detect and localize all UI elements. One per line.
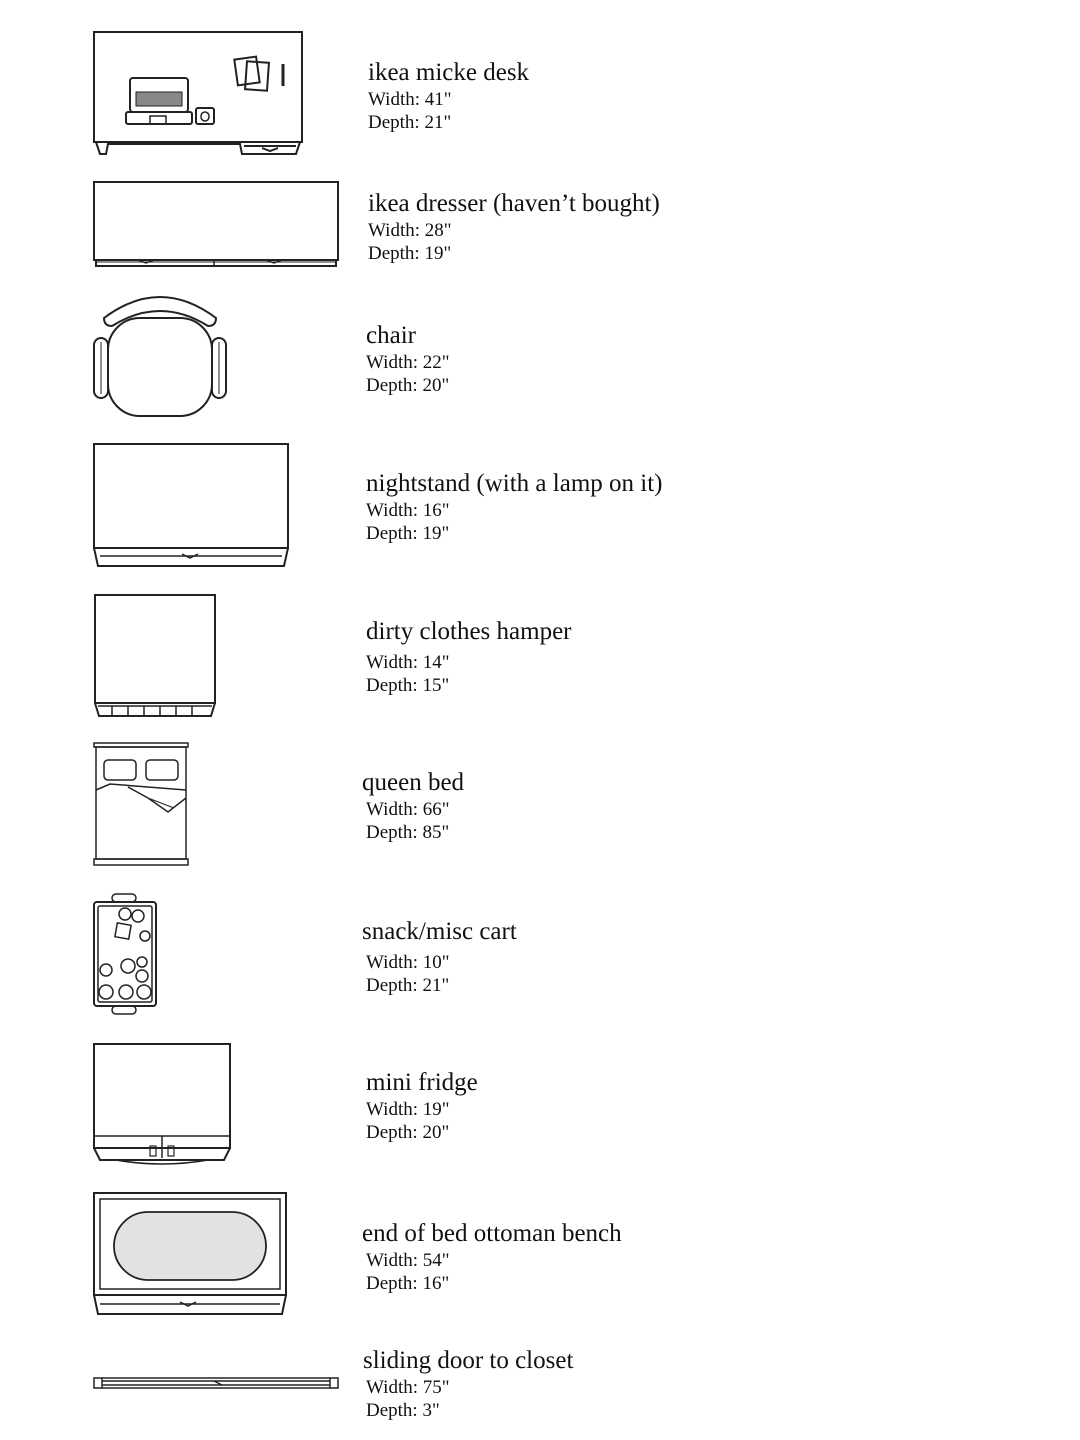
- item-width: Width: 28": [368, 220, 452, 241]
- item-name: ikea micke desk: [368, 59, 530, 86]
- item-depth: Depth: 19": [366, 523, 450, 544]
- item-name: snack/misc cart: [362, 918, 517, 945]
- item-name: chair: [366, 322, 416, 349]
- item-depth: Depth: 16": [366, 1273, 450, 1294]
- item-width: Width: 16": [366, 500, 450, 521]
- item-depth: Depth: 20": [366, 375, 450, 396]
- item-depth: Depth: 15": [366, 675, 450, 696]
- item-width: Width: 75": [366, 1377, 450, 1398]
- item-width: Width: 54": [366, 1250, 450, 1271]
- item-name: ikea dresser (haven’t bought): [368, 190, 660, 217]
- item-width: Width: 41": [368, 89, 452, 110]
- item-depth: Depth: 21": [368, 112, 452, 133]
- item-name: nightstand (with a lamp on it): [366, 470, 663, 497]
- hamper-icon: [95, 595, 215, 716]
- chair-icon: [94, 297, 226, 416]
- item-width: Width: 66": [366, 799, 450, 820]
- cart-icon: [94, 894, 156, 1014]
- bed-icon: [94, 743, 188, 865]
- item-name: sliding door to closet: [363, 1347, 574, 1374]
- nightstand-icon: [94, 444, 288, 566]
- desk-icon: [94, 32, 302, 154]
- item-width: Width: 10": [366, 952, 450, 973]
- item-name: mini fridge: [366, 1069, 478, 1096]
- item-depth: Depth: 3": [366, 1400, 440, 1421]
- dresser-icon: [94, 182, 338, 266]
- item-width: Width: 22": [366, 352, 450, 373]
- sliding-door-icon: [94, 1378, 338, 1388]
- item-depth: Depth: 20": [366, 1122, 450, 1143]
- item-name: end of bed ottoman bench: [362, 1220, 622, 1247]
- item-name: dirty clothes hamper: [366, 618, 572, 645]
- item-width: Width: 14": [366, 652, 450, 673]
- fridge-icon: [94, 1044, 230, 1164]
- item-depth: Depth: 21": [366, 975, 450, 996]
- ottoman-icon: [94, 1193, 286, 1314]
- item-name: queen bed: [362, 769, 465, 796]
- item-width: Width: 19": [366, 1099, 450, 1120]
- item-depth: Depth: 85": [366, 822, 450, 843]
- item-depth: Depth: 19": [368, 243, 452, 264]
